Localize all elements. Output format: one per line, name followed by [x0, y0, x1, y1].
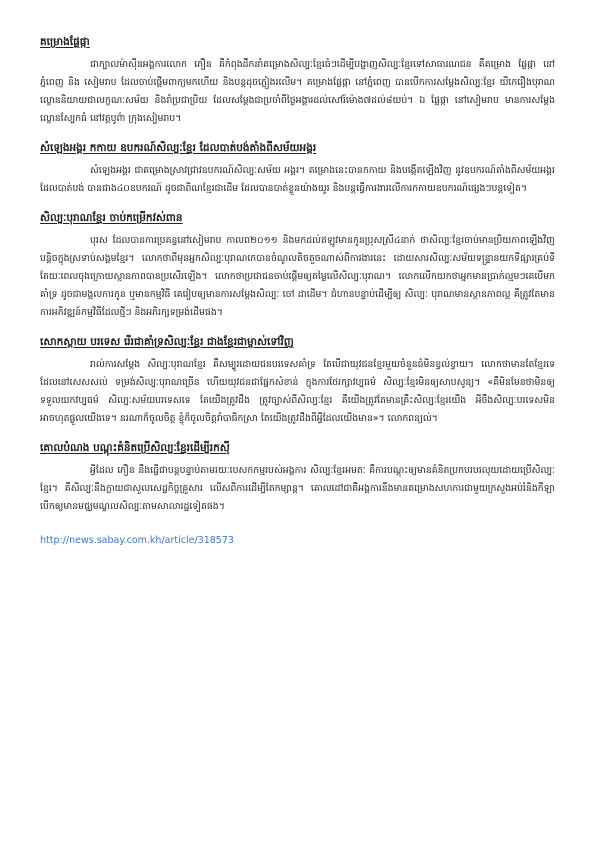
section-business-goal — [40, 440, 555, 516]
source-link[interactable]: http://news.sabay.com.kh/article/318573 — [40, 535, 234, 546]
section-paragraph: សំឡេងអង្គរ ជាគម្រោងស្រាវជ្រាវឧបករណ៍សិល្បៈសម័យ អង្គរ។ គម្រោងនេះបានកកាយ និងបង្កើតឡើងវិញ នូវឧបករណ៍តាំងពីសម័យអង្គរដែលបាត់បង់ បានជាង៤០ឧបករណ៍ ដូចជាពិណខ្មែរជាដើម ដែលបានបាត់ខ្លួនយ៉ាងយូរ និងបន្តធ្វើការងារលើការកកាយឧបករណ៍ផ្សេងៗបន្តទៀត។ — [40, 165, 555, 194]
section-heading: គោលបំណង បណ្ដុះគំនិតប្រើសិល្បៈខ្មែរដើម្បីរកស៊ី — [40, 442, 230, 454]
section-heading: គម្រោងផ្លែផ្កា — [40, 36, 90, 48]
section-fruit-flower-project — [40, 34, 555, 128]
section-paragraph: អ្វីដែល ភឿន នឹងធ្វើជាបន្តបន្ទាប់តាមរយៈបេសកកម្មរបស់អង្គការ សិល្បៈខ្មែរអមតៈ គឺការបណ្ដុះឲ្យមានគំនិតប្រកបរបរលុយដោយប្រើសិល្បៈខ្មែរ។ គឺសិល្បៈនឹងក្លាយជាសួលសេដ្ឋកិច្ចគ្រួសារ លើសពីការដើម្បីតែកម្សាន្ត។ គោលដៅជាគឺអង្គការនឹងមានគម្រោងសហការជាមួយក្រសួងអប់រំនិងកីឡា បើកឲ្យមានមជ្ឈមណ្ឌលសិល្បៈតាមសាលារដ្ឋទៀតផង។ — [40, 465, 555, 512]
section-heading: សិល្បៈបុរាណខ្មែរ ចាប់កម្រើកវស់ពាន — [40, 212, 183, 224]
section-classical-art-revival — [40, 210, 555, 322]
section-foreign-supporters — [40, 334, 555, 428]
section-heading: សំឡេងអង្គរ កកាយ ឧបករណ៍សិល្បៈខ្មែរ ដែលបាត់បង់តាំងពីសម័យអង្គរ — [40, 142, 317, 154]
section-paragraph: បុរស ដែលបានការប្រគន្ធនៅសៀមរាប កាលព២០១១ និងមកដល់ឥឡូវមានកូនប្រុសស្រី៤នាក់ ថាសិល្បៈខ្មែរចាប់មានប្រិយភាពឡើងវិញបន្តិចក្នុងស្រទាប់សង្គមខ្មែរ។ លោកថាពីមុនអ្នកសិល្បៈបុរាណកេបានចំណូលតិចតួចណាស់ពីការងារនេះ ដោយសារសិល្បៈសម័យទន្ទ្រានយកទីផ្សារគ្រប់ទី តែយៈពេលចុងក្រោយស្ថានភាពបានប្រសើរឡើង។ លោកថាប្រជាជនចាប់ផ្ដើមឲ្យតម្លៃលើសិល្បៈបុរាណ។ លោកលើកយកថាអ្នកមានប្រាក់ល្មមៗគេបើមកគាំទ្រ ដូចជាមង្គលការកូន ឬមានកម្មវិធី គេរៀបឲ្យមានការសម្ដែងសិល្បៈ ចៅ ដាដើម។ ជំហានបន្ទាប់ដើម្បីឲ្យ សិល្បៈ បុរាណមានស្ថានភាពល្អ គឺត្រូវតែមានការអភិវឌ្ឍន៍កម្មវិធីដែលថ្មីៗ និងអភិរក្សទម្រង់ដើមផង។ — [40, 235, 555, 318]
section-heading: សោកស្ដាយ បរទេស រើរជាគាំទ្រសិល្បៈខ្មែរ ជាងខ្មែរជាម្ចាស់ទៅវិញ — [40, 336, 294, 348]
section-paragraph: រាល់ការសម្ដែង សិល្បៈបុរាណខ្មែរ គឺសម្បូរដោយជនបរទេសគាំទ្រ តែបើជាយុវជនខ្មែរមួយចំនួនធំមិនខ្វល់ខ្វាយ។ លោកថាមានតែខ្មែរទេដែលនៅសេសសល់ ទម្រង់សិល្បៈបុរាណច្រើន ហើយយុវជនជាផ្នែកសំខាន់ ក្នុងការថែរក្សាវប្បធម៌ សិល្បៈខ្មែរមិនឲ្យសាបសូន្យ។ «គឺមិនមែនថាមិនឲ្យទទួលយកវប្បធម៌ សិល្បៈសម័យបរទេសទេ តែយើងត្រូវដឹង ត្រូវច្បាស់ពីសិល្បៈខ្មែរ គឺយើងត្រូវតែមានគ្រឹះសិល្បៈខ្មែរយើង អីចឹងសិល្បៈបរទេសមិនអាចហុតផ្លួលយើងទេ។ នរណាក៏ចូលចិត្ត ខ្ញុំក៏ចូលចិត្តរាំបាធិកស្រា តែយើងត្រូវដឹងពីអ្វីដែលយើងមាន»។ លោកពន្យល់។ — [40, 359, 555, 424]
section-angkor-sound — [40, 140, 555, 198]
section-paragraph: ជាក្បាលម៉ាស៊ីនអង្គការលោក ភឿន គឺកំពុងដឹកនាំគម្រោងសិល្បៈខ្មែរធំៗដើម្បីបង្ហាញសិល្បៈខ្មែរទៅសាធារណជន គឺគម្រោង ផ្លែផ្កា នៅភ្នំពេញ និង សៀមរាប ដែលចាប់ផ្ដើមពាក្យមកហើយ និងបន្តដុចភ្លៀងរលើម។ គម្រោងផ្លែផ្កា នៅភ្នំពេញ បានបើកការសម្ដែងសិល្បៈខ្មែរ យីកេរឿងបុរាណ ល្ខោននិយាយជាលក្ខណៈសម័យ និងរាំប្រជាប្រិយ ដែលសម្ដែងជាប្រចាំពីថ្ងៃអង្គារដល់សៅរ៍ម៉ោង៧ដល់៨យប់។ ឯ ផ្លែផ្កា នៅសៀមរាប មានការសម្ដែងល្ខោនស្បែកធំ នៅវត្តបូព៌ា ក្រុងសៀមរាប។ — [40, 59, 555, 124]
